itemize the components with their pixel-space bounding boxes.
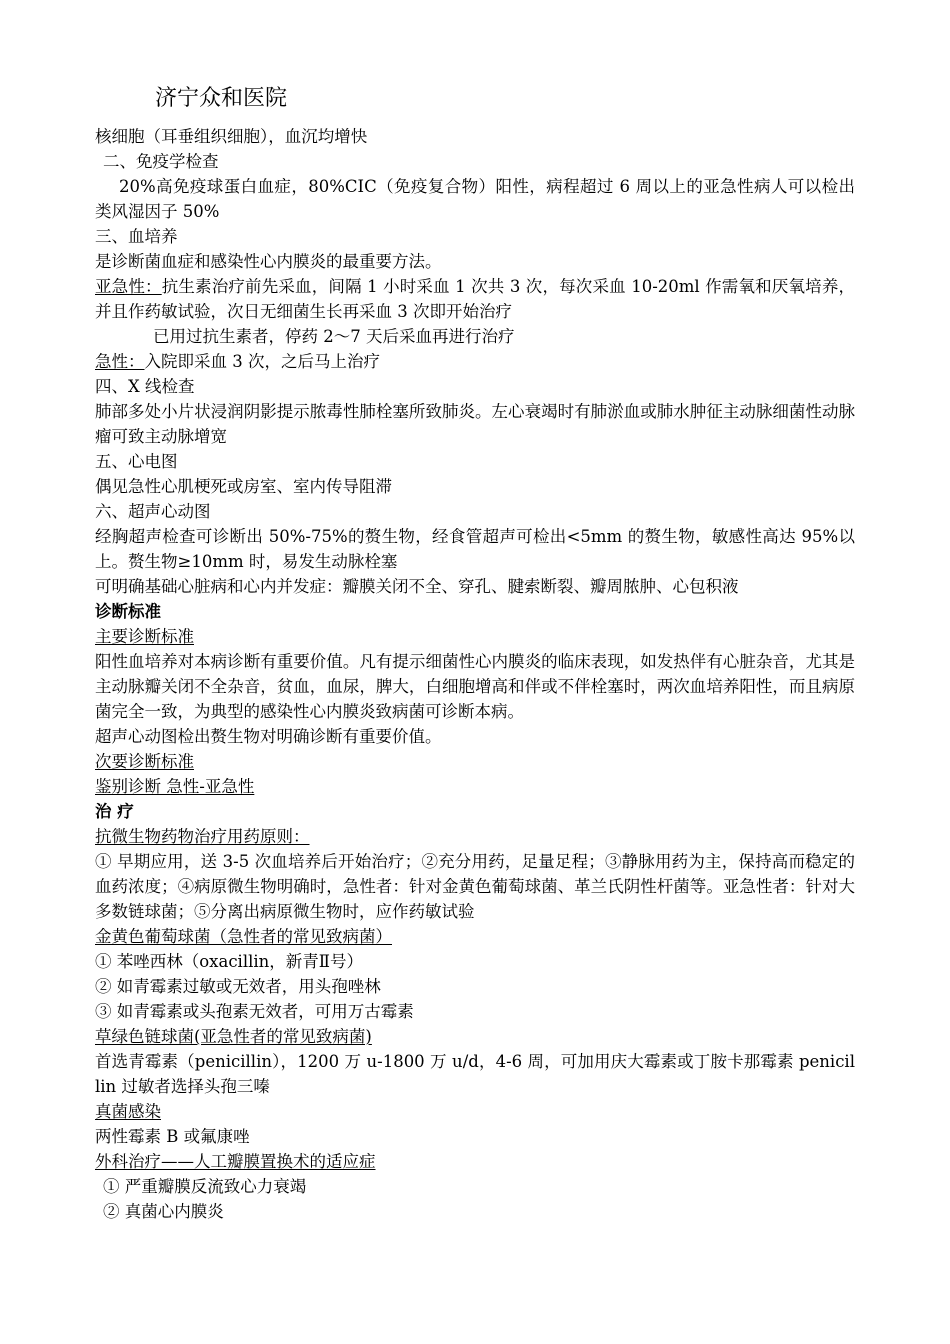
paragraph: 超声心动图检出赘生物对明确诊断有重要价值。	[95, 727, 442, 746]
surgical-treatment-heading: 外科治疗——人工瓣膜置换术的适应症	[95, 1152, 376, 1171]
subheading	[95, 624, 855, 649]
subheading	[95, 774, 855, 799]
fungal-infection-heading: 真菌感染	[95, 1102, 161, 1121]
list-item: ② 如青霉素过敏或无效者，用头孢唑林	[95, 977, 381, 996]
subheading	[95, 1149, 855, 1174]
subheading	[95, 824, 855, 849]
paragraph: 两性霉素 B 或氟康唑	[95, 1127, 250, 1146]
paragraph: ① 早期应用，送 3-5 次血培养后开始治疗；②充分用药，足量足程；③静脉用药为主，保持高而稳定的血药浓度；④病原微生物明确时，急性者：针对金黄色葡萄球菌、革兰氏阴性杆菌等。亚急性者：针对大多数链球菌；⑤分离出病原微生物时，应作药敏试验	[95, 852, 855, 921]
paragraph: 经胸超声检查可诊断出 50%-75%的赘生物，经食管超声可检出<5mm 的赘生物，敏感性高达 95%以上。赘生物≥10mm 时，易发生动脉栓塞	[95, 527, 855, 571]
subheading	[95, 1099, 855, 1124]
staph-aureus-heading: 金黄色葡萄球菌（急性者的常见致病菌）	[95, 927, 392, 946]
paragraph: 是诊断菌血症和感染性心内膜炎的最重要方法。	[95, 252, 442, 271]
bold-heading: 诊断标准	[95, 602, 161, 621]
paragraph: 偶见急性心肌梗死或房室、室内传导阻滞	[95, 477, 392, 496]
major-criteria-heading: 主要诊断标准	[95, 627, 194, 646]
subheading	[95, 924, 855, 949]
section-heading: 二、免疫学检查	[103, 152, 219, 171]
antimicrobial-principles-heading: 抗微生物药物治疗用药原则：	[95, 827, 310, 846]
subheading	[95, 1024, 855, 1049]
subacute-text: 抗生素治疗前先采血，间隔 1 小时采血 1 次共 3 次，每次采血 10-20ml 作需氧和厌氧培养，并且作药敏试验，次日无细菌生长再采血 3 次即开始治疗	[95, 277, 855, 321]
paragraph: 可明确基础心脏病和心内并发症：瓣膜关闭不全、穿孔、腱索断裂、瓣周脓肿、心包积液	[95, 577, 739, 596]
acute-label: 急性：	[95, 352, 145, 371]
subacute-label: 亚急性：	[95, 277, 162, 296]
list-item: ② 真菌心内膜炎	[103, 1202, 224, 1221]
differential-diagnosis-heading: 鉴别诊断 急性-亚急性	[95, 777, 255, 796]
paragraph: 20%高免疫球蛋白血症，80%CIC（免疫复合物）阳性，病程超过 6 周以上的亚急性病人可以检出类风湿因子 50%	[95, 177, 855, 221]
paragraph: 已用过抗生素者，停药 2～7 天后采血再进行治疗	[153, 327, 515, 346]
paragraph: 阳性血培养对本病诊断有重要价值。凡有提示细菌性心内膜炎的临床表现，如发热伴有心脏杂音，尤其是主动脉瓣关闭不全杂音，贫血，血尿，脾大，白细胞增高和伴或不伴栓塞时，两次血培养阳性，而且病原菌完全一致，为典型的感染性心内膜炎致病菌可诊断本病。	[95, 652, 855, 721]
minor-criteria-heading: 次要诊断标准	[95, 752, 194, 771]
list-item: ③ 如青霉素或头孢素无效者，可用万古霉素	[95, 1002, 414, 1021]
paragraph	[95, 349, 855, 374]
bold-heading: 治 疗	[95, 802, 134, 821]
paragraph: 肺部多处小片状浸润阴影提示脓毒性肺栓塞所致肺炎。左心衰竭时有肺淤血或肺水肿征主动脉细菌性动脉瘤可致主动脉增宽	[95, 402, 855, 446]
list-item: ① 严重瓣膜反流致心力衰竭	[103, 1177, 307, 1196]
paragraph: 首选青霉素（penicillin），1200 万 u-1800 万 u/d，4-6 周，可加用庆大霉素或丁胺卡那霉素 penicillin 过敏者选择头孢三嗪	[95, 1052, 855, 1096]
subheading	[95, 749, 855, 774]
paragraph	[95, 274, 855, 324]
list-item: ① 苯唑西林（oxacillin，新青Ⅱ号）	[95, 952, 364, 971]
document-body	[95, 124, 855, 1224]
section-heading: 三、血培养	[95, 227, 178, 246]
hospital-header: 济宁众和医院	[155, 86, 288, 111]
section-heading: 五、心电图	[95, 452, 178, 471]
section-heading: 六、超声心动图	[95, 502, 211, 521]
paragraph: 核细胞（耳垂组织细胞），血沉均增快	[95, 127, 368, 146]
section-heading: 四、X 线检查	[95, 377, 195, 396]
viridans-strep-heading: 草绿色链球菌(亚急性者的常见致病菌)	[95, 1027, 372, 1046]
acute-text: 入院即采血 3 次，之后马上治疗	[144, 352, 380, 371]
